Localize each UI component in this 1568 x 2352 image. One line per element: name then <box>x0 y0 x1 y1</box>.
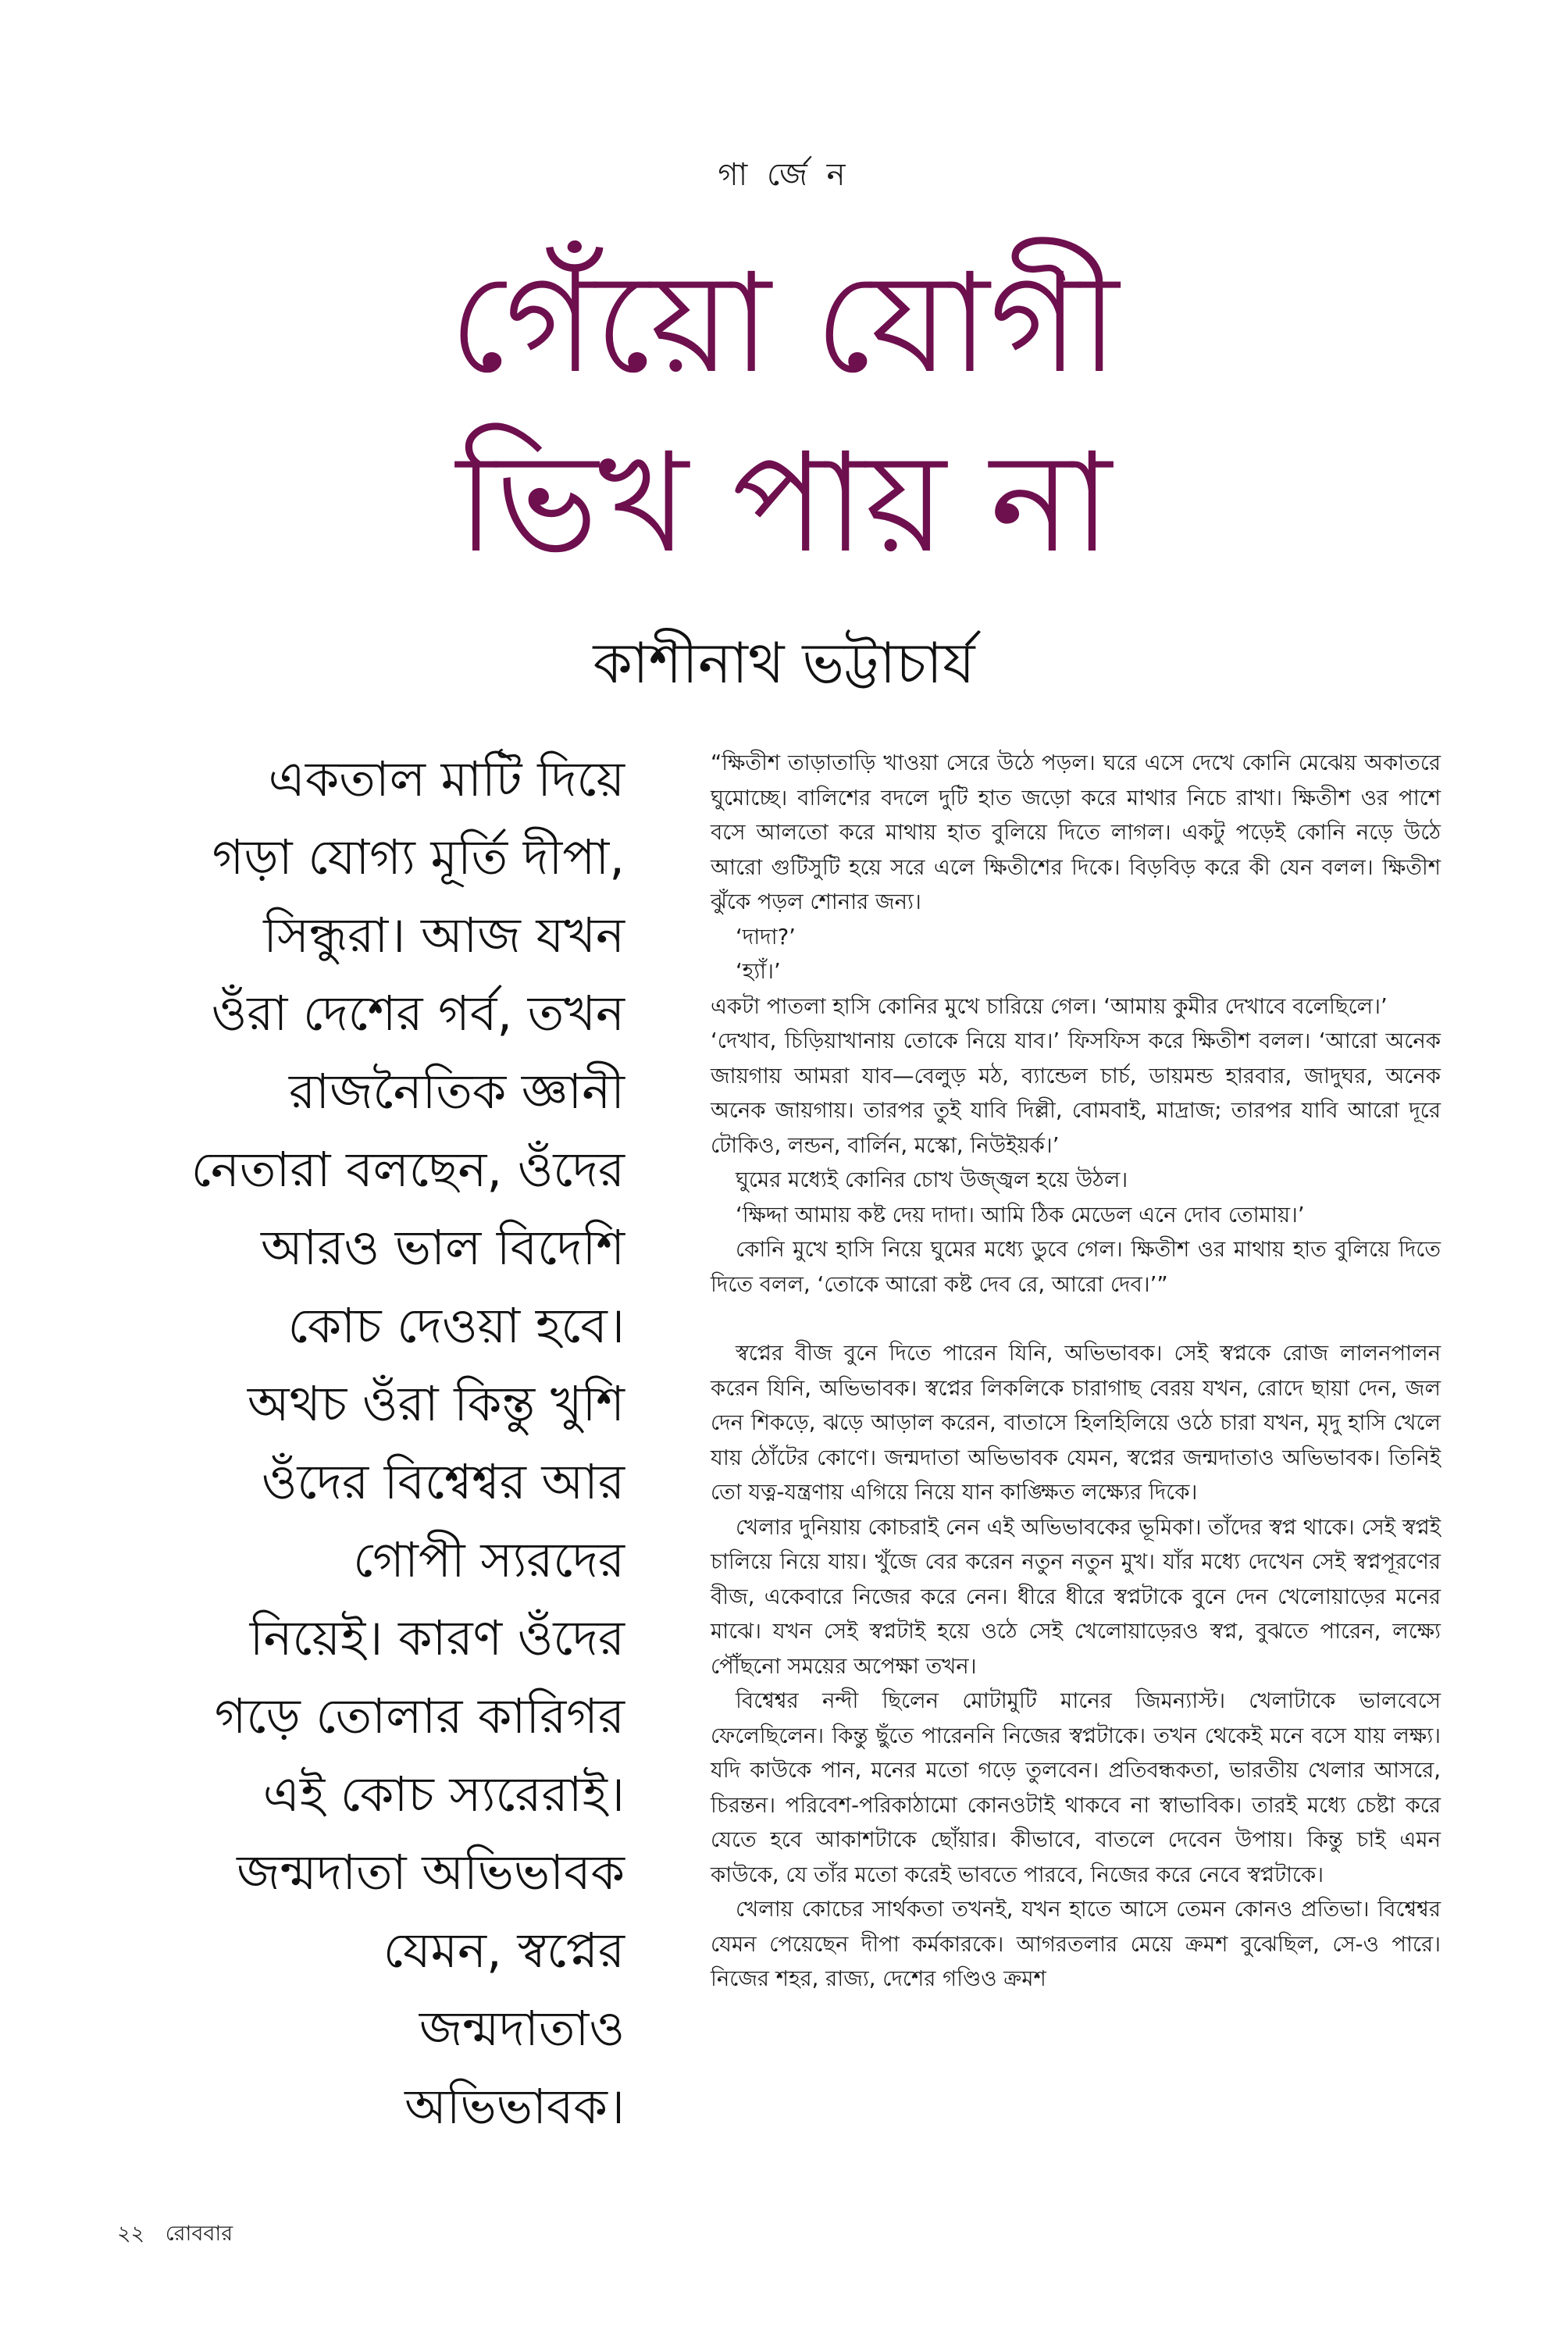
pull-quote-line: গড়া যোগ্য মূর্তি দীপা, <box>212 829 625 886</box>
quote-paragraph: ‘দেখাব, চিড়িয়াখানায় তোকে নিয়ে যাব।’ ফিসফিস করে ক্ষিতীশ বলল। ‘আরো অনেক জায়গায় আমরা যাব—বেলুড় মঠ, ব্যান্ডেল চার্চ, ডায়মন্ড হারবার, জাদুঘর, অনেক অনেক জায়গায়। তারপর তুই যাবি দিল্লী, বোমবাই, মাদ্রাজ; তারপর যাবি আরো দূরে টোকিও, লন্ডন, বার্লিন, মস্কো, নিউইয়র্ক।’ <box>711 1028 1441 1158</box>
pull-quote-line: এই কোচ স্যরেরাই। <box>262 1766 625 1823</box>
pull-quote-line: জন্মদাতা অভিভাবক <box>237 1844 625 1901</box>
pull-quote-line: কোচ দেওয়া হবে। <box>287 1297 625 1354</box>
pull-quote-line: একতাল মাটি দিয়ে <box>268 750 625 807</box>
body-paragraph: স্বপ্নের বীজ বুনে দিতে পারেন যিনি, অভিভাবক। সেই স্বপ্নকে রোজ লালনপালন করেন যিনি, অভিভাবক। স্বপ্নের লিকলিকে চারাগাছ বেরয় যখন, রোদে ছায়া দেন, জল দেন শিকড়ে, ঝড়ে আড়াল করেন, বাতাসে হিলহিলিয়ে ওঠে চারা যখন, মৃদু হাসি খেলে যায় ঠোঁটের কোণে। জন্মদাতা অভিভাবক যেমন, স্বপ্নের জন্মদাতাও অভিভাবক। তিনিই তো যত্ন-যন্ত্রণায় এগিয়ে নিয়ে যান কাঙ্ক্ষিত লক্ষ্যের দিকে। <box>711 1341 1441 1505</box>
quote-paragraph: “ক্ষিতীশ তাড়াতাড়ি খাওয়া সেরে উঠে পড়ল। ঘরে এসে দেখে কোনি মেঝেয় অকাতরে ঘুমোচ্ছে। বালিশের বদলে দুটি হাত জড়ো করে মাথার নিচে রাখা। ক্ষিতীশ ওর পাশে বসে আলতো করে মাথায় হাত বুলিয়ে দিতে লাগল। একটু পড়েই কোনি নড়ে উঠে আরো গুটিসুটি হয়ে সরে এলে ক্ষিতীশের দিকে। বিড়বিড় করে কী যেন বলল। ক্ষিতীশ ঝুঁকে পড়ল শোনার জন্য। <box>711 750 1441 914</box>
body-paragraph: বিশ্বেশ্বর নন্দী ছিলেন মোটামুটি মানের জিমন্যাস্ট। খেলাটাকে ভালবেসে ফেলেছিলেন। কিন্তু ছুঁতে পারেননি নিজের স্বপ্নটাকে। তখন থেকেই মনে বসে যায় লক্ষ্য। যদি কাউকে পান, মনের মতো গড়ে তুলবেন। প্রতিবন্ধকতা, ভারতীয় খেলার আসরে, চিরন্তন। পরিবেশ-পরিকাঠামো কোনওটাই থাকবে না স্বাভাবিক। তারই মধ্যে চেষ্টা করে যেতে হবে আকাশটাকে ছোঁয়ার। কীভাবে, বাতলে দেবেন উপায়। কিন্তু চাই এমন কাউকে, যে তাঁর মতো করেই ভাবতে পারবে, নিজের করে নেবে স্বপ্নটাকে। <box>711 1688 1441 1887</box>
pull-quote-line: আরও ভাল বিদেশি <box>261 1219 625 1276</box>
pull-quote-line: অথচ ওঁরা কিন্তু খুশি <box>247 1375 625 1432</box>
pull-quote-line: সিন্ধুরা। আজ যখন <box>263 907 625 964</box>
body-paragraph: খেলায় কোচের সার্থকতা তখনই, যখন হাতে আসে তেমন কোনও প্রতিভা। বিশ্বেশ্বর যেমন পেয়েছেন দীপা কর্মকারকে। আগরতলার মেয়ে ক্রমশ বুঝেছিল, সে-ও পারে। নিজের শহর, রাজ্য, দেশের গণ্ডিও ক্রমশ <box>711 1897 1441 1991</box>
pull-quote-line: ওঁরা দেশের গর্ব, তখন <box>211 985 625 1042</box>
section-label: গা র্জে ন <box>718 157 850 193</box>
pull-quote-line: যেমন, স্বপ্নের <box>383 1922 625 1979</box>
headline-line-2: ভিখ পায় না <box>456 423 1112 583</box>
headline-line-1: গেঁয়ো যোগী <box>449 244 1119 404</box>
quote-paragraph: একটা পাতলা হাসি কোনির মুখে চারিয়ে গেল। ‘আমায় কুমীর দেখাবে বলেছিলে।’ <box>711 993 1388 1019</box>
pull-quote-line: গোপী স্যরদের <box>353 1531 625 1588</box>
quote-paragraph: ঘুমের মধ্যেই কোনির চোখ উজ্জ্বল হয়ে উঠল। <box>736 1167 1128 1192</box>
paragraph-gap <box>711 1302 1441 1336</box>
author-byline: কাশীনাথ ভট্টাচার্য <box>593 630 975 696</box>
pull-quote-line: জন্মদাতাও <box>419 2000 625 2057</box>
pull-quote-line: ওঁদের বিশ্বেশ্বর আর <box>261 1453 625 1510</box>
publication-name: রোববার <box>165 2222 233 2246</box>
body-paragraph: খেলার দুনিয়ায় কোচরাই নেন এই অভিভাবকের ভূমিকা। তাঁদের স্বপ্ন থাকে। সেই স্বপ্নই চালিয়ে নিয়ে যায়। খুঁজে বের করেন নতুন নতুন মুখ। যাঁর মধ্যে দেখেন সেই স্বপ্নপূরণের বীজ, একেবারে নিজের করে নেন। ধীরে ধীরে স্বপ্নটাকে বুনে দেন খেলোয়াড়ের মনের মাঝে। যখন সেই স্বপ্নটাই হয়ে ওঠে সেই খেলোয়াড়েরও স্বপ্ন, বুঝতে পারেন, লক্ষ্যে পৌঁছনো সময়ের অপেক্ষা তখন। <box>711 1514 1441 1679</box>
quote-paragraph: ‘ক্ষিদ্দা আমায় কষ্ট দেয় দাদা। আমি ঠিক মেডেল এনে দোব তোমায়।’ <box>736 1202 1305 1228</box>
quote-paragraph: ‘দাদা?’ <box>736 924 796 950</box>
article-body <box>711 746 1441 1997</box>
page-number: ২২ <box>117 2222 145 2246</box>
headline <box>0 234 1568 593</box>
pull-quote-line: গড়ে তোলার কারিগর <box>214 1687 625 1744</box>
quote-paragraph: কোনি মুখে হাসি নিয়ে ঘুমের মধ্যে ডুবে গেল। ক্ষিতীশ ওর মাথায় হাত বুলিয়ে দিতে দিতে বলল, ‘তোকে আরো কষ্ট দেব রে, আরো দেব।’” <box>711 1237 1441 1297</box>
pull-quote-line: নিয়েই। কারণ ওঁদের <box>249 1609 625 1666</box>
pull-quote <box>117 740 625 2146</box>
quote-paragraph: ‘হ্যাঁ।’ <box>736 959 781 984</box>
page-footer <box>117 2218 233 2253</box>
pull-quote-line: নেতারা বলছেন, ওঁদের <box>191 1141 625 1198</box>
pull-quote-line: রাজনৈতিক জ্ঞানী <box>288 1063 625 1120</box>
pull-quote-line: অভিভাবক। <box>404 2078 625 2135</box>
